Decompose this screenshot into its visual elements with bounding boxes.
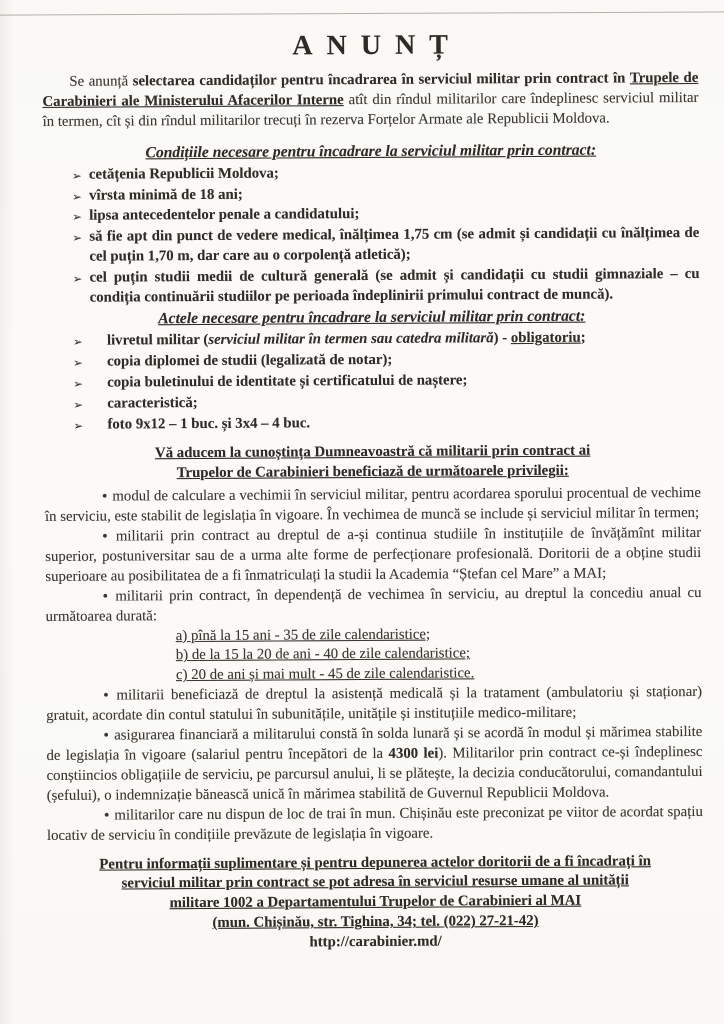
condition-item [43, 203, 699, 227]
document-item [44, 328, 700, 352]
document-text: copia buletinului de identitate și certificatului de naștere; [107, 372, 468, 391]
salary-amount: 4300 lei [388, 745, 439, 762]
arrow-bullet-icon: ➢ [72, 189, 82, 204]
arrow-bullet-icon: ➢ [71, 168, 82, 183]
conditions-list [43, 162, 700, 309]
condition-item [43, 162, 699, 186]
arrow-bullet-icon: ➢ [73, 355, 83, 370]
arrow-bullet-icon: ➢ [72, 271, 83, 286]
footer-line: serviciul militar prin contract se pot adresa în serviciul resurse umane al unității [121, 872, 629, 892]
privilege-text: asigurarea financiară a militarului constă în solda lunară și se acordă în modul și mărimea stabilite de legislația în vigoare (salariul pentru începători de la 4300 lei). Militarilor prin contract ce-și îndeplinesc conștiincios obligațiile de serviciu, pe parcursul anului, li se plătește, la decizia conducătorului, comandantului (șefului), o indemnizație bănească unică în mărimea stabilită de Guvernul Republicii Moldova. [46, 724, 703, 804]
bullet-dot-icon: • [101, 529, 109, 545]
document-item [44, 370, 700, 394]
privileges-heading-line2: Trupelor de Carabinieri beneficiază de următoarele privilegii: [176, 463, 569, 482]
mandatory-label: obligatoriu [510, 329, 581, 346]
arrow-bullet-icon: ➢ [72, 334, 83, 349]
bullet-dot-icon: • [102, 728, 111, 744]
document-content [0, 22, 724, 955]
document-item [44, 411, 700, 435]
document-text: foto 9x12 – 1 buc. și 3x4 – 4 buc. [107, 414, 311, 433]
website-url: http://carabinier.md/ [309, 933, 442, 951]
condition-item [43, 265, 699, 309]
condition-item [43, 224, 699, 268]
footer-line: militare 1002 a Departamentului Trupelor de Carabinieri al MAI [169, 893, 582, 912]
condition-text: vîrsta minimă de 18 ani; [88, 186, 243, 204]
intro-bold-underline: Trupele de Carabinieri ale Ministerului Afacerilor Interne [42, 69, 699, 110]
footer-address-phone: (mun. Chișinău, str. Tighina, 34; tel. (022) 27-21-42) [212, 913, 539, 932]
leave-duration-list [176, 623, 702, 686]
leave-duration-item: a) pînă la 15 ani - 35 de zile calendaristice; [175, 626, 431, 644]
conditions-heading: Condițiile necesare pentru încadrare la serviciul militar prin contract: [145, 141, 597, 162]
privilege-paragraph-salary [46, 723, 702, 807]
privilege-paragraph-leave [45, 584, 701, 628]
privilege-text: modul de calculare a vechimii în serviciul militar, pentru acordarea sporului procentual de vechime în serviciu, este stabilit de legislația în vigoare. În vechimea de muncă se include și serviciul militar în termen; [44, 485, 701, 526]
condition-text: să fie apt din punct de vedere medical, înălțimea 1,75 cm (se admit și candidații cu înălțimea de cel puțin 1,70 m, dar care au o corpolență atletică); [89, 225, 700, 265]
document-text: copia diplomei de studii (legalizată de notar); [107, 351, 393, 370]
privileges-heading-line1: Vă aducem la cunoștința Dumneavoastră că militarii prin contract ai [154, 443, 591, 462]
documents-heading: Actele necesare pentru încadrare la serviciul militar prin contract: [158, 307, 586, 328]
arrow-bullet-icon: ➢ [73, 418, 84, 433]
condition-text: cetățenia Republicii Moldova; [88, 165, 279, 183]
bullet-dot-icon: • [102, 688, 110, 704]
condition-text: lipsa antecedentelor penale a candidatului; [89, 206, 360, 225]
privilege-paragraph-studies [45, 524, 701, 588]
privileges-heading [45, 441, 701, 485]
documents-list [44, 328, 701, 436]
arrow-bullet-icon: ➢ [73, 397, 84, 412]
arrow-bullet-icon: ➢ [72, 210, 82, 225]
document-item [44, 349, 700, 373]
condition-item [43, 182, 699, 206]
arrow-bullet-icon: ➢ [73, 376, 83, 391]
privilege-paragraph-medical [46, 683, 702, 727]
arrow-bullet-icon: ➢ [72, 231, 82, 246]
page-title: ANUNȚ [292, 29, 463, 62]
document-text: livretul militar (serviciul militar în termen sau catedra militară) - obligatoriu; [106, 329, 586, 349]
privilege-text: militarilor care nu dispun de loc de trai în mun. Chișinău este preconizat pe viitor de acordat spațiu locativ de serviciu în condițiile prevăzute de legislația în vigoare. [46, 803, 703, 844]
document-item [44, 391, 700, 415]
condition-text: cel puțin studii medii de cultură generală (se admit și candidații cu studii gimnaziale – cu condiția continuării studiilor pe perioada îndeplinirii primului contract de muncă). [89, 266, 700, 306]
leave-duration-item: b) de la 15 la 20 de ani - 40 de zile calendaristice; [175, 645, 471, 664]
contact-footer [47, 851, 704, 955]
privilege-text: militarii beneficiază de dreptul la asistență medicală și la tratament (ambulatoriu și staționar) gratuit, acordate din contul statului în subunitățile, unitățile și instituțiile medico-militare; [46, 684, 703, 725]
footer-line: Pentru informații suplimentare și pentru depunerea actelor doritorii de a fi încadrați în [99, 852, 651, 873]
intro-paragraph [42, 69, 698, 133]
bullet-dot-icon: • [101, 589, 110, 605]
privilege-text: militarii prin contract au dreptul de a-și continua studiile în instituțiile de învățămînt militar superior, postuniversitar sau de a urma alte forme de perfecționare profesională. Doritorii de a obține studii superioare au posibilitatea de a fi înmatriculați la studii la Academia “Ștefan cel Mare” a MAI; [45, 524, 702, 585]
privilege-paragraph-housing [47, 803, 703, 847]
intro-bold: selectarea candidaților pentru încadrarea în serviciul militar prin contract în [132, 70, 626, 90]
privilege-text: militarii prin contract, în dependență de vechimea în serviciu, au dreptul la concediu anual cu următoarea durată: [45, 584, 702, 625]
bullet-dot-icon: • [100, 489, 109, 505]
scan-edge-line [0, 11, 724, 15]
bullet-dot-icon: • [102, 808, 111, 824]
intro-lead: Se anunță [69, 73, 129, 90]
intro-rest: atît din rîndul militarilor care îndeplinesc serviciul militar în termen, cît și din rîndul militarilor trecuți în rezerva Forțelor Armate ale Republicii Moldova. [42, 89, 699, 130]
leave-duration-item: c) 20 de ani și mai mult - 45 de zile calendaristice. [175, 665, 475, 684]
military-booklet-note: serviciul militar în termen sau catedra militară [208, 330, 494, 348]
privilege-paragraph-seniority [45, 484, 701, 528]
document-text: caracteristică; [107, 394, 198, 412]
